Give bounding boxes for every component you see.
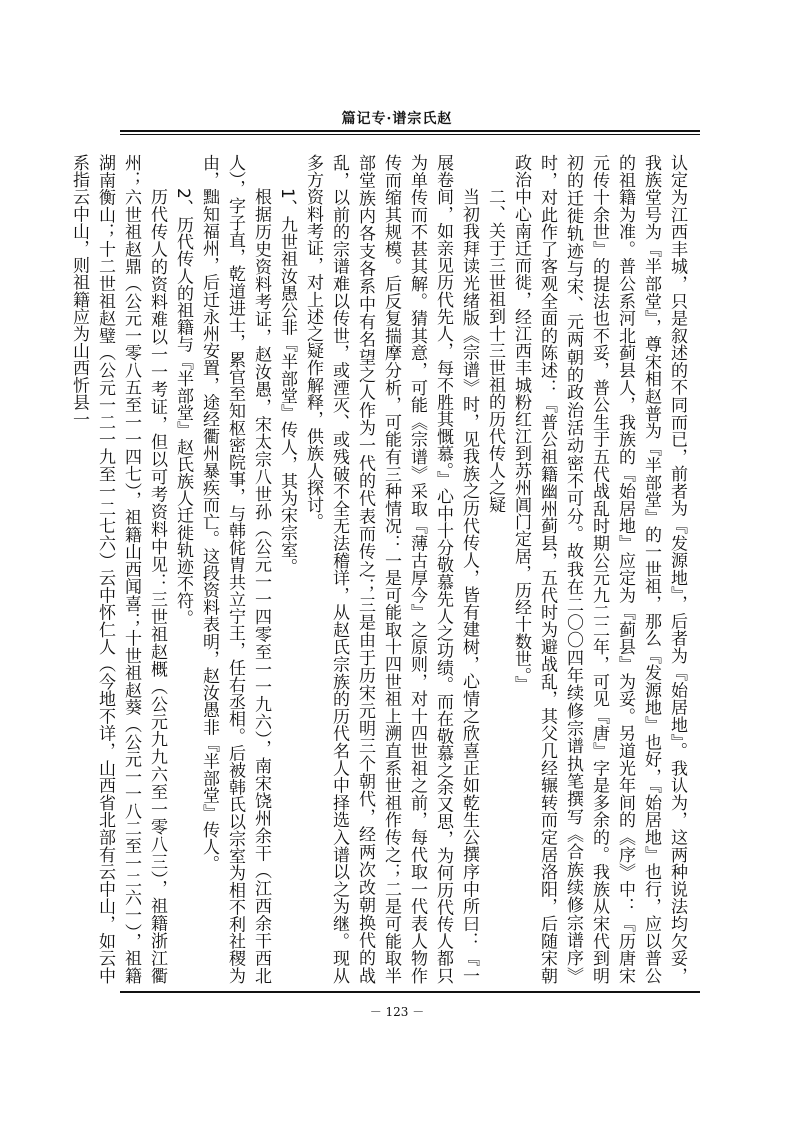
- running-head: 篇记专·谱宗氏赵: [341, 111, 453, 127]
- vertical-body-text: [69, 154, 690, 984]
- numbered-point: 1、九世祖汝愚公非『半部堂』传人，其为宋宗室。: [277, 188, 297, 576]
- header-rule-thick: [120, 130, 700, 132]
- footer-rule: [120, 991, 700, 993]
- paragraph: 根据历史资料考证，赵汝愚，宋太宗八世孙（公元一一四零至一一九六），南宋饶州余干（江西余干西北人），字子直，乾道进士，累官至知枢密院事，与韩侂胄共立宁王，任右丞相。后被韩氏以宗室为相不利社稷为由，黜知福州，后迁永州安置，途经衢州暴疾而亡。这段资料表明，赵汝愚非『半部堂』传人。: [199, 154, 271, 984]
- page-number: － 123 －: [369, 1005, 425, 1019]
- paragraph: 历代传人的资料难以一一考证，但以可考资料中见：三世祖赵概（公元九九六至一零八三），祖籍浙江衢州；六世祖赵鼎（公元一零八五至一一四七），祖籍山西闻喜；十世祖赵葵（公元一一八二至一二六一），祖籍湖南衡山；十二世祖赵璧（公元一二一九至一二七六）云中怀仁人（今地不详，山西省北部有云中山，如云中系指云中山，则祖籍应为山西忻县一: [69, 154, 167, 984]
- header-rule-thin: [120, 134, 700, 135]
- section-heading: 二、关于三世祖到十三世祖的历代传人之疑: [485, 188, 505, 513]
- paragraph: 当初我拜读光绪版《宗谱》时，见我族之历代传人，皆有建树，心情之欣喜正如乾生公撰序中所曰：『一展卷间，如亲见历代先人，每不胜其慨慕。』心中十分敬慕先人之功绩。而在敬慕之余又思，为何历代传人都只为单传而不甚其解。猜其意，可能《宗谱》采取『薄古厚今』之原则，对十四世祖之前，每代取一代表人物作传而缩其规模。后反复揣摩分析，可能有三种情况：一是可能取十四世祖上溯直系世祖作传之；二是可能取半部堂族内各支各系中有名望之人作为一代的代表而传之；三是由于历宋元明三个朝代，经两次改朝换代的战乱，以前的宗谱难以传世，或湮灭、或残破不全无法稽详，从赵氏宗族的历代名人中择选入谱以之为继。现从多方资料考证，对上述之疑作解释，供族人探讨。: [303, 154, 479, 984]
- paragraph-continuation: 认定为江西丰城，只是叙述的不同而已，前者为『发源地』，后者为『始居地』。我认为，这两种说法均欠妥，我族堂号为『半部堂』，尊宋相赵普为『半部堂』的一世祖，那么『发源地』也好，『始居地』也行，应以普公的祖籍为准。普公系河北蓟县人，我族的『始居地』应定为『蓟县』为妥。另道光年间的《序》中：『历唐宋元传十余世』的提法也不妥，普公生于五代战乱时期公元九二二年，可见『唐』字是多余的。我族从宋代到明初的迁徙轨迹与宋、元两朝的政治活动密不可分。故我在二〇〇四年续修宗谱执笔撰写《合族续修宗谱序》时，对此作了客观全面的陈述：『普公祖籍幽州蓟县，五代时为避战乱，其父几经辗转而定居洛阳，后随宋朝政治中心南迁而徙，经江西丰城粉红江到苏州阊门定居，历经十数世。』: [511, 154, 687, 984]
- numbered-point: 2、历代传人的祖籍与『半部堂』赵氏族人迁徙轨迹不符。: [173, 188, 193, 627]
